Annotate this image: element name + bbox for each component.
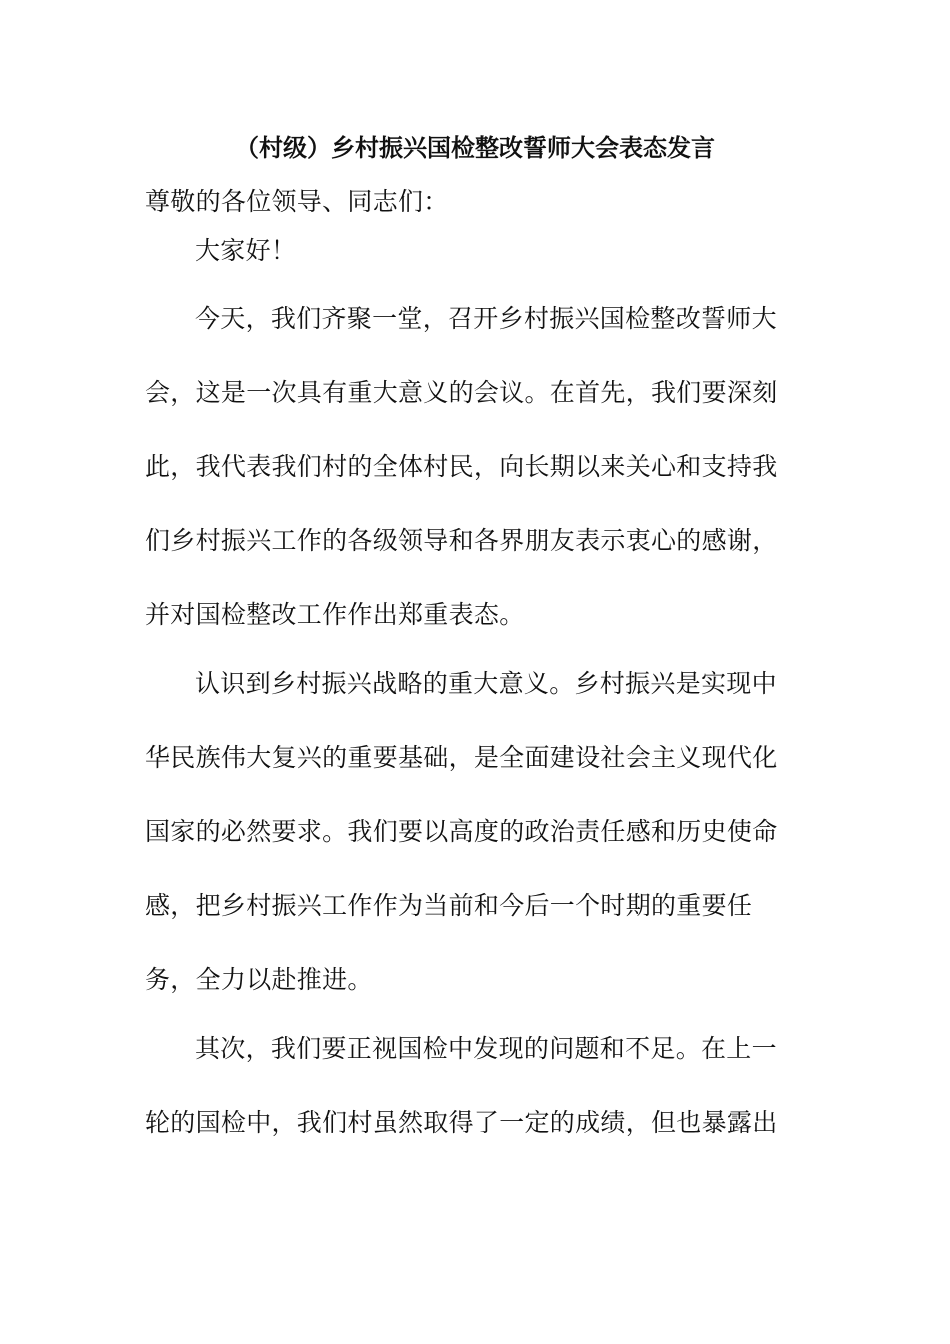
paragraph-line: 轮的国检中，我们村虽然取得了一定的成绩，但也暴露出 [145,1108,778,1137]
paragraph-line: 务，全力以赴推进。 [145,965,373,994]
paragraph-line: 感，把乡村振兴工作作为当前和今后一个时期的重要任 [145,891,753,920]
paragraph-line: 认识到乡村振兴战略的重大意义。乡村振兴是实现中 [195,669,777,698]
paragraph-line: 们乡村振兴工作的各级领导和各界朋友表示衷心的感谢， [145,526,778,555]
paragraph-line: 此，我代表我们村的全体村民，向长期以来关心和支持我 [145,452,778,481]
document-title: （村级）乡村振兴国检整改誓师大会表态发言 [235,134,715,162]
salutation: 尊敬的各位领导、同志们： [145,187,449,216]
paragraph-line: 其次，我们要正视国检中发现的问题和不足。在上一 [195,1034,777,1063]
greeting: 大家好！ [195,236,297,265]
paragraph-line: 国家的必然要求。我们要以高度的政治责任感和历史使命 [145,817,778,846]
paragraph-line: 会，这是一次具有重大意义的会议。在首先，我们要深刻 [145,378,778,407]
paragraph-line: 并对国检整改工作作出郑重表态。 [145,600,525,629]
paragraph-line: 华民族伟大复兴的重要基础，是全面建设社会主义现代化 [145,743,778,772]
paragraph-line: 今天，我们齐聚一堂，召开乡村振兴国检整改誓师大 [195,304,777,333]
